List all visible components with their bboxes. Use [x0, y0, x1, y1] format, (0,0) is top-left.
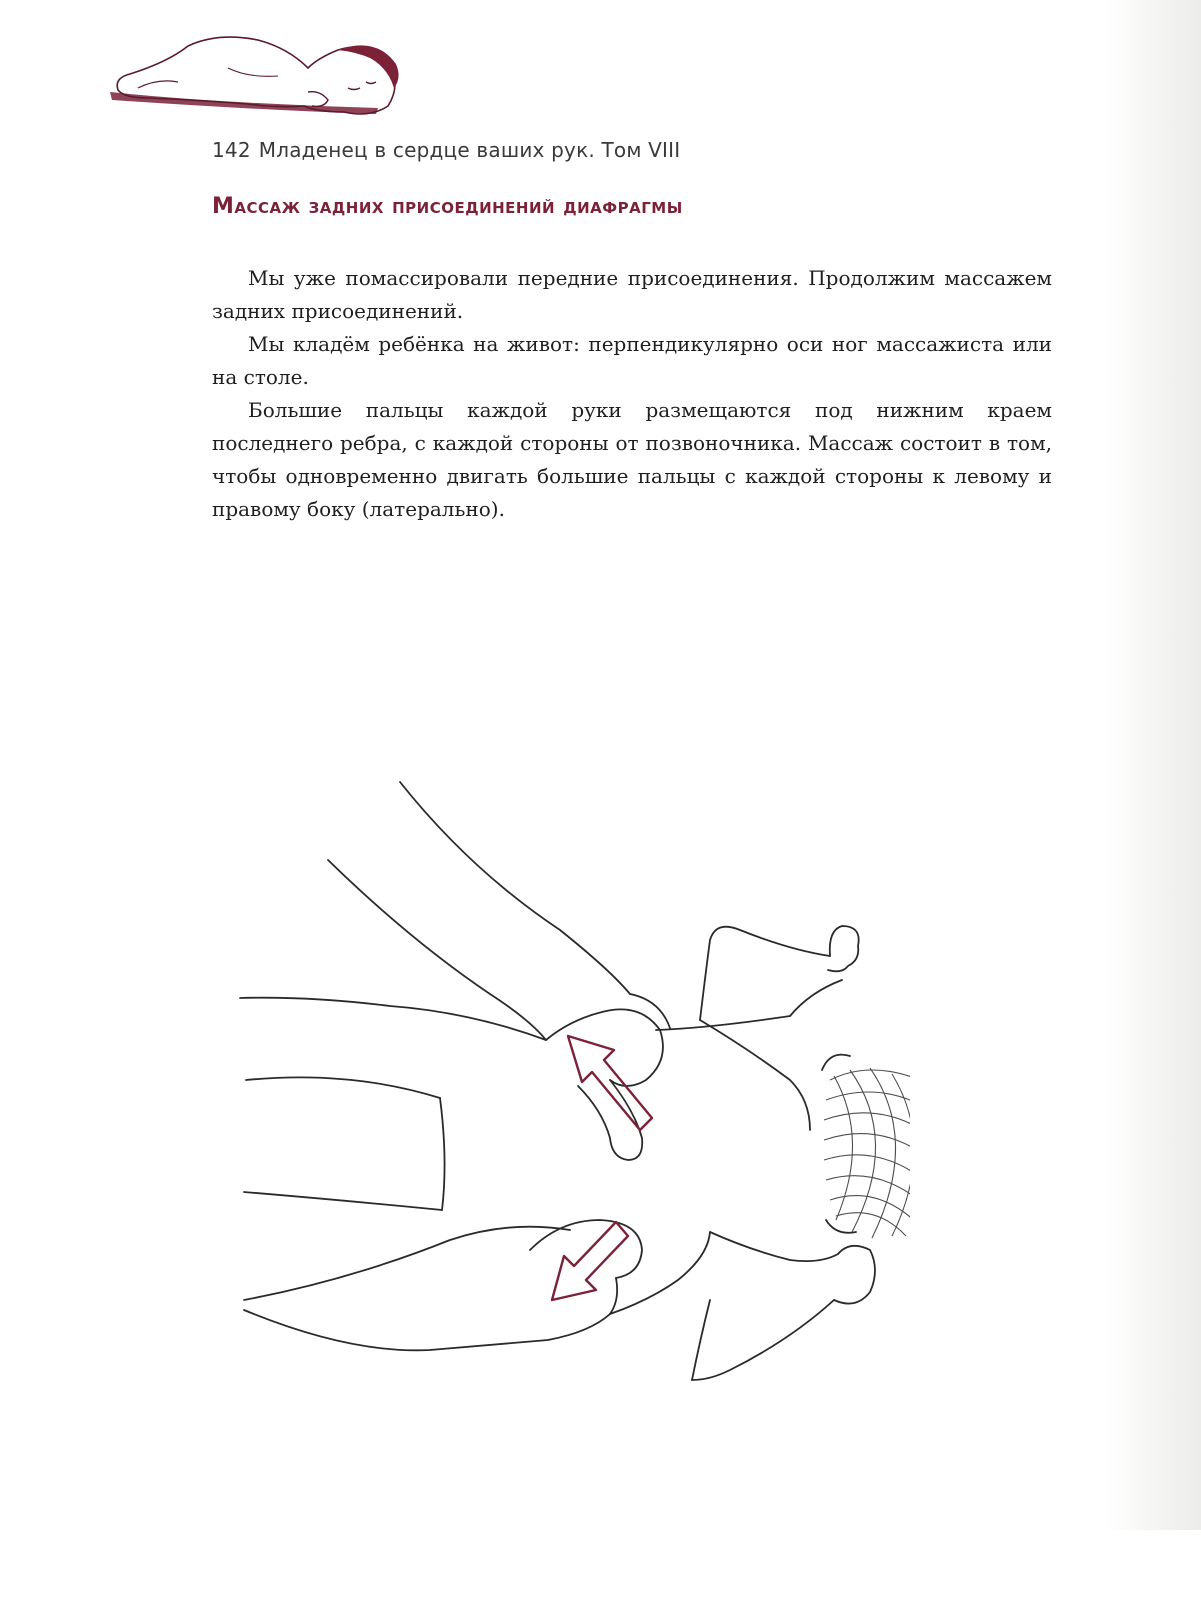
paragraph: Мы кладём ребёнка на живот: перпендикулярно оси ног массажиста или на столе.	[212, 332, 1052, 389]
sleeping-baby-illustration	[108, 28, 408, 128]
book-title: Младенец в сердце ваших рук. Том VIII	[258, 138, 681, 162]
paragraph: Большие пальцы каждой руки размещаются под нижним краем последнего ребра, с каждой стороны от позвоночника. Массаж состоит в том, чтобы одновременно двигать большие пальцы с каждой стороны к левому и правому боку (латерально).	[212, 398, 1052, 521]
page-number: 142	[212, 138, 251, 162]
section-title: Массаж задних присоединений диафрагмы	[212, 194, 683, 219]
page-edge-shadow	[1105, 0, 1201, 1530]
paragraph: Мы уже помассировали передние присоединения. Продолжим массажем задних присоединений.	[212, 266, 1052, 323]
running-header	[212, 138, 680, 162]
massage-illustration	[230, 780, 910, 1420]
body-text	[212, 262, 1052, 526]
